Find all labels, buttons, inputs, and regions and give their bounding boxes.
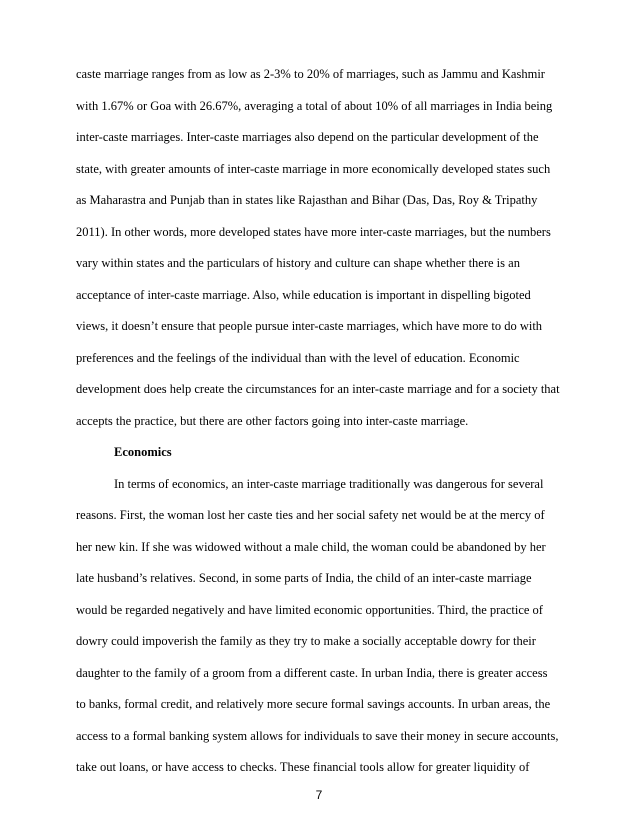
paragraph-line: In terms of economics, an inter-caste marriage traditionally was dangerous for several: [114, 477, 544, 491]
paragraph-line: 2011). In other words, more developed states have more inter-caste marriages, but the numbers: [76, 225, 551, 239]
paragraph-line: views, it doesn’t ensure that people pursue inter-caste marriages, which have more to do with: [76, 319, 543, 333]
paragraph-line: to banks, formal credit, and relatively more secure formal savings accounts. In urban areas, the: [76, 697, 551, 711]
paragraph-line: dowry could impoverish the family as they try to make a socially acceptable dowry for their: [76, 634, 536, 648]
paragraph-line: reasons. First, the woman lost her caste ties and her social safety net would be at the mercy of: [76, 508, 545, 522]
paragraph-line: would be regarded negatively and have limited economic opportunities. Third, the practice of: [76, 603, 543, 617]
page-number: 7: [315, 788, 323, 802]
paragraph-line: state, with greater amounts of inter-caste marriage in more economically developed states such: [76, 162, 551, 176]
paragraph-line: inter-caste marriages. Inter-caste marriages also depend on the particular development of the: [76, 130, 539, 144]
paragraph-line: take out loans, or have access to checks. These financial tools allow for greater liquidity of: [76, 760, 530, 774]
paragraph-line: late husband’s relatives. Second, in some parts of India, the child of an inter-caste marriage: [76, 571, 532, 585]
paragraph-line: preferences and the feelings of the individual than with the level of education. Economic: [76, 351, 520, 365]
paragraph-line: accepts the practice, but there are other factors going into inter-caste marriage.: [76, 414, 469, 428]
paragraph-line: vary within states and the particulars of history and culture can shape whether there is an: [76, 256, 520, 270]
paragraph-line: daughter to the family of a groom from a different caste. In urban India, there is greater access: [76, 666, 548, 680]
paragraph-line: with 1.67% or Goa with 26.67%, averaging a total of about 10% of all marriages in India being: [76, 99, 553, 113]
paragraph-line: caste marriage ranges from as low as 2-3% to 20% of marriages, such as Jammu and Kashmir: [76, 67, 545, 81]
paragraph-line: as Maharastra and Punjab than in states like Rajasthan and Bihar (Das, Das, Roy & Tripathy: [76, 193, 538, 207]
paragraph-line: access to a formal banking system allows for individuals to save their money in secure accounts,: [76, 729, 559, 743]
section-heading: Economics: [114, 445, 172, 459]
paragraph-line: her new kin. If she was widowed without a male child, the woman could be abandoned by her: [76, 540, 546, 554]
paragraph-line: acceptance of inter-caste marriage. Also, while education is important in dispelling bigoted: [76, 288, 531, 302]
paragraph-line: development does help create the circumstances for an inter-caste marriage and for a society that: [76, 382, 560, 396]
